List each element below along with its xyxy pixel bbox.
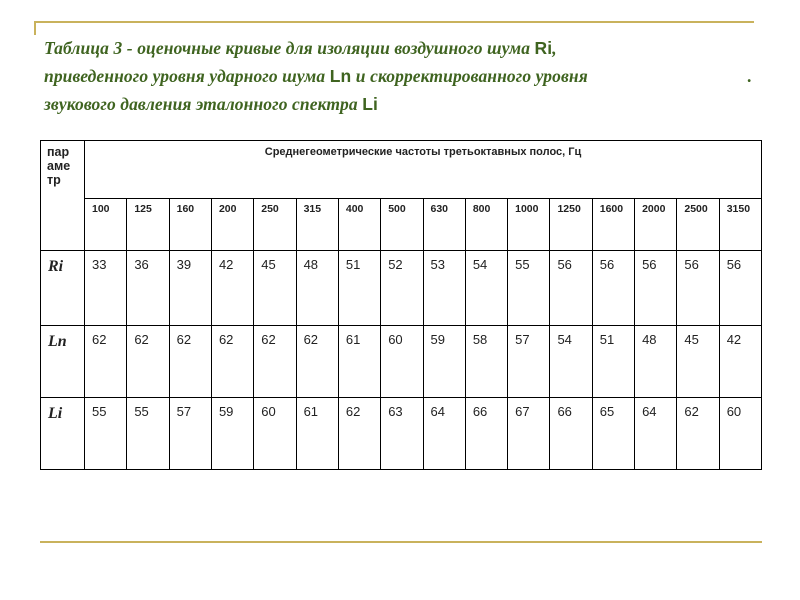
header-row-title: [41, 141, 762, 199]
param-header-cell: [41, 141, 85, 251]
frequency-cell: 160: [169, 199, 211, 251]
value-cell: 58: [465, 325, 507, 397]
row-label: Li: [41, 397, 85, 469]
param-header-line: тр: [47, 173, 61, 187]
row-label: Ri: [41, 251, 85, 325]
frequency-header: Среднегеометрические частоты третьоктавных полос, Гц: [85, 141, 762, 199]
title-symbol-ln: Ln: [329, 66, 352, 86]
page-title: [44, 34, 752, 118]
value-cell: 42: [719, 325, 761, 397]
frequency-cell: 630: [423, 199, 465, 251]
frequency-cell: 500: [381, 199, 423, 251]
value-cell: 64: [423, 397, 465, 469]
value-cell: 61: [338, 325, 380, 397]
title-line-3: [44, 90, 744, 118]
frequency-cell: 2500: [677, 199, 719, 251]
value-cell: 64: [635, 397, 677, 469]
top-rule: [34, 21, 754, 23]
value-cell: 60: [719, 397, 761, 469]
value-cell: 33: [85, 251, 127, 325]
title-line-2-suffix: и скорректированного уровня: [351, 66, 588, 86]
value-cell: 62: [254, 325, 296, 397]
value-cell: 54: [465, 251, 507, 325]
value-cell: 67: [508, 397, 550, 469]
value-cell: 45: [254, 251, 296, 325]
value-cell: 56: [635, 251, 677, 325]
value-cell: 36: [127, 251, 169, 325]
param-header-line: пар: [47, 145, 70, 159]
value-cell: 48: [635, 325, 677, 397]
frequency-cell: 1250: [550, 199, 592, 251]
value-cell: 39: [169, 251, 211, 325]
value-cell: 56: [719, 251, 761, 325]
table-row: [41, 397, 762, 469]
frequency-cell: 250: [254, 199, 296, 251]
frequency-cell: 800: [465, 199, 507, 251]
value-cell: 62: [85, 325, 127, 397]
value-cell: 59: [423, 325, 465, 397]
title-dot: .: [747, 66, 752, 86]
frequency-cell: 1600: [592, 199, 634, 251]
title-line-2-text: приведенного уровня ударного шума: [44, 66, 330, 86]
value-cell: 62: [338, 397, 380, 469]
param-header-line: аме: [47, 159, 71, 173]
value-cell: 55: [508, 251, 550, 325]
value-cell: 62: [169, 325, 211, 397]
value-cell: 63: [381, 397, 423, 469]
frequency-cell: 100: [85, 199, 127, 251]
value-cell: 57: [508, 325, 550, 397]
value-cell: 61: [296, 397, 338, 469]
value-cell: 62: [296, 325, 338, 397]
header-row-frequencies: [41, 199, 762, 251]
frequency-cell: 1000: [508, 199, 550, 251]
value-cell: 66: [550, 397, 592, 469]
title-line-3-text: звукового давления эталонного спектра: [44, 94, 363, 114]
value-cell: 56: [677, 251, 719, 325]
value-cell: 45: [677, 325, 719, 397]
row-label: Ln: [41, 325, 85, 397]
value-cell: 51: [592, 325, 634, 397]
top-rule-mark: [34, 21, 36, 35]
value-cell: 51: [338, 251, 380, 325]
value-cell: 62: [211, 325, 253, 397]
title-line-1-text: Таблица 3 - оценочные кривые для изоляции воздушного шума: [44, 38, 535, 58]
value-cell: 55: [85, 397, 127, 469]
frequency-cell: 3150: [719, 199, 761, 251]
value-cell: 48: [296, 251, 338, 325]
value-cell: 56: [592, 251, 634, 325]
value-cell: 53: [423, 251, 465, 325]
value-cell: 54: [550, 325, 592, 397]
value-cell: 59: [211, 397, 253, 469]
title-line-2: [44, 62, 744, 90]
value-cell: 55: [127, 397, 169, 469]
table-row: [41, 325, 762, 397]
title-symbol-li: Li: [362, 94, 378, 114]
frequency-cell: 200: [211, 199, 253, 251]
title-line-1-suffix: ,: [552, 38, 557, 58]
value-cell: 57: [169, 397, 211, 469]
value-cell: 56: [550, 251, 592, 325]
frequency-cell: 2000: [635, 199, 677, 251]
value-cell: 65: [592, 397, 634, 469]
data-table: [40, 140, 762, 470]
table-row: [41, 251, 762, 325]
value-cell: 66: [465, 397, 507, 469]
value-cell: 42: [211, 251, 253, 325]
frequency-cell: 400: [338, 199, 380, 251]
value-cell: 60: [254, 397, 296, 469]
value-cell: 62: [127, 325, 169, 397]
frequency-cell: 125: [127, 199, 169, 251]
value-cell: 52: [381, 251, 423, 325]
frequency-cell: 315: [296, 199, 338, 251]
bottom-rule: [40, 541, 762, 543]
value-cell: 60: [381, 325, 423, 397]
title-line-1: [44, 34, 744, 62]
value-cell: 62: [677, 397, 719, 469]
title-symbol-ri: Ri: [534, 38, 553, 58]
